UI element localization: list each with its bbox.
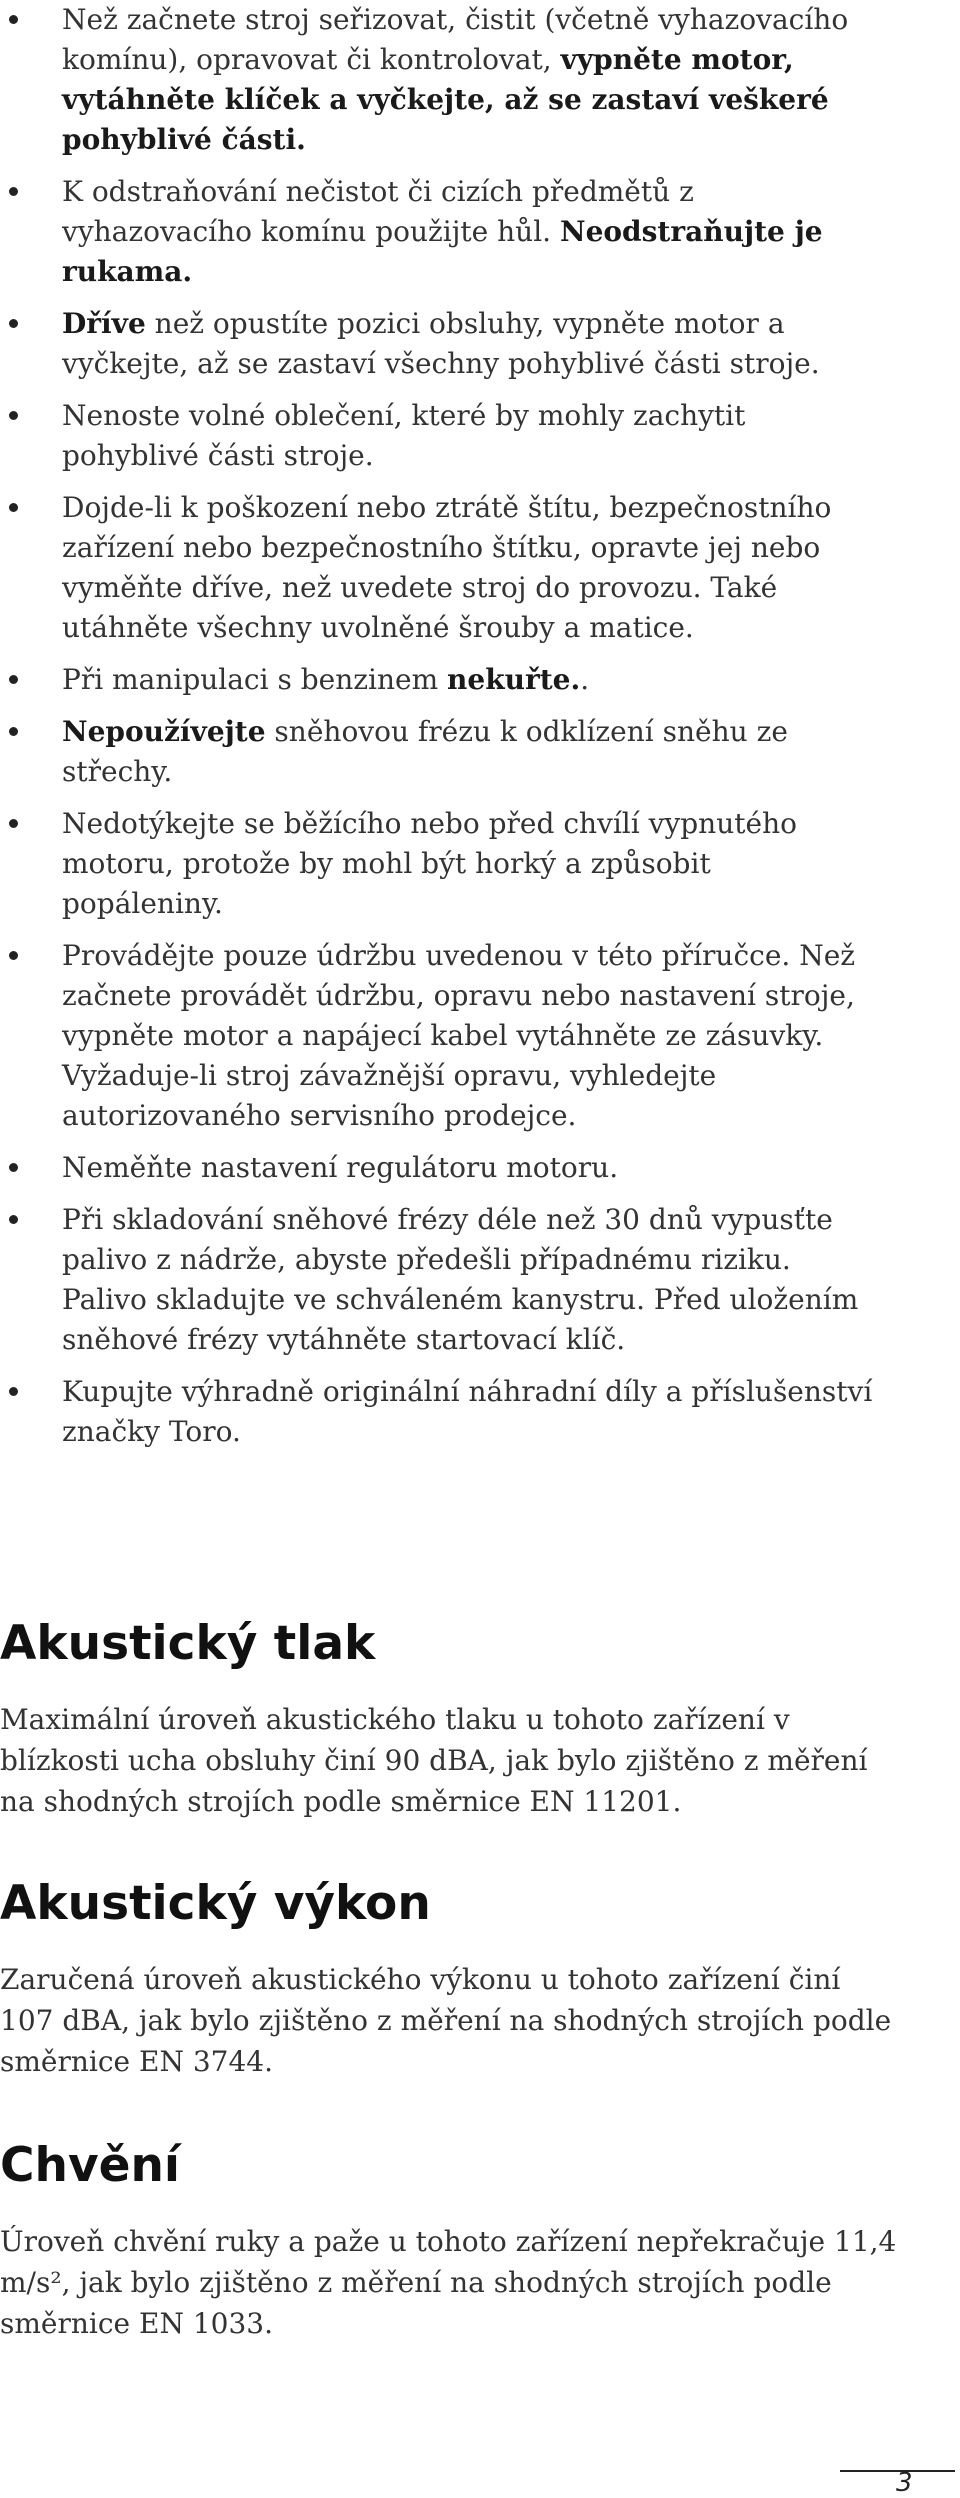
bullet-item bbox=[0, 172, 880, 292]
bullet-item bbox=[0, 660, 880, 700]
bullet-text: Při manipulaci s benzinem bbox=[62, 663, 448, 696]
bullet-item bbox=[0, 1372, 880, 1452]
section-paragraph: Úroveň chvění ruky a paže u tohoto zařízení nepřekračuje 11,4 m/s², jak bylo zjištěno z měření na shodných strojích podle směrnice EN 1033. bbox=[0, 2225, 897, 2340]
bullet-text: sněhovou frézu k odklízení sněhu ze střechy. bbox=[62, 715, 788, 788]
bullet-text: Provádějte pouze údržbu uvedenou v této příručce. Než začnete provádět údržbu, opravu nebo nastavení stroje, vypněte motor a napájecí kabel vytáhněte ze zásuvky. Vyžaduje-li stroj závažnější opravu, vyhledejte autorizovaného servisního prodejce. bbox=[62, 939, 856, 1132]
bullet-bold-text: nekuřte. bbox=[447, 663, 581, 696]
bullet-bold-text: Dříve bbox=[62, 307, 146, 340]
bullet-text: Nedotýkejte se běžícího nebo před chvílí vypnutého motoru, protože by mohl být horký a způsobit popáleniny. bbox=[62, 807, 797, 920]
bullet-text: Dojde-li k poškození nebo ztrátě štítu, bezpečnostního zařízení nebo bezpečnostního štítku, opravte jej nebo vyměňte dříve, než uvedete stroj do provozu. Také utáhněte všechny uvolněné šrouby a matice. bbox=[62, 491, 832, 644]
section-paragraph: Zaručená úroveň akustického výkonu u tohoto zařízení činí 107 dBA, jak bylo zjištěno z měření na shodných strojích podle směrnice EN 3744. bbox=[0, 1963, 892, 2078]
bullet-text: než opustíte pozici obsluhy, vypněte motor a vyčkejte, až se zastaví všechny pohyblivé části stroje. bbox=[62, 307, 820, 380]
bullet-text: . bbox=[580, 663, 590, 696]
bullet-item bbox=[0, 488, 880, 648]
section-heading: Akustický tlak bbox=[0, 1616, 376, 1671]
bullet-item bbox=[0, 0, 880, 160]
bullet-text: Kupujte výhradně originální náhradní díly a příslušenství značky Toro. bbox=[62, 1375, 873, 1448]
section-sound-power bbox=[0, 1875, 900, 2082]
bullet-text: K odstraňování nečistot či cizích předmětů z vyhazovacího komínu použijte hůl. bbox=[62, 175, 694, 248]
bullet-text: Než začnete stroj seřizovat, čistit (včetně vyhazovacího komínu), opravovat či kontrolovat, bbox=[62, 3, 849, 76]
bullet-item bbox=[0, 1200, 880, 1360]
section-vibration bbox=[0, 2137, 900, 2344]
bullet-text: Nenoste volné oblečení, které by mohly zachytit pohyblivé části stroje. bbox=[62, 399, 746, 472]
bullet-text: Při skladování sněhové frézy déle než 30 dnů vypusťte palivo z nádrže, abyste předešli případnému riziku. Palivo skladujte ve schváleném kanystru. Před uložením sněhové frézy vytáhněte startovací klíč. bbox=[62, 1203, 859, 1356]
bullet-item bbox=[0, 396, 880, 476]
bullet-bold-text: Neodstraňujte je rukama. bbox=[62, 215, 823, 288]
section-paragraph: Maximální úroveň akustického tlaku u tohoto zařízení v blízkosti ucha obsluhy činí 90 dBA, jak bylo zjištěno z měření na shodných strojích podle směrnice EN 11201. bbox=[0, 1703, 868, 1818]
bullet-item bbox=[0, 712, 880, 792]
bullet-item bbox=[0, 804, 880, 924]
bullet-bold-text: vypněte motor, vytáhněte klíček a vyčkejte, až se zastaví veškeré pohyblivé části. bbox=[62, 43, 829, 156]
bullet-bold-text: Nepoužívejte bbox=[62, 715, 266, 748]
bullet-text: Neměňte nastavení regulátoru motoru. bbox=[62, 1151, 619, 1184]
section-heading: Akustický výkon bbox=[0, 1876, 431, 1931]
bullet-item bbox=[0, 1148, 880, 1188]
section-sound-pressure bbox=[0, 1615, 900, 1822]
bullet-item bbox=[0, 304, 880, 384]
section-heading: Chvění bbox=[0, 2138, 181, 2193]
bullet-item bbox=[0, 936, 880, 1136]
page-number: 3 bbox=[896, 2468, 913, 2498]
